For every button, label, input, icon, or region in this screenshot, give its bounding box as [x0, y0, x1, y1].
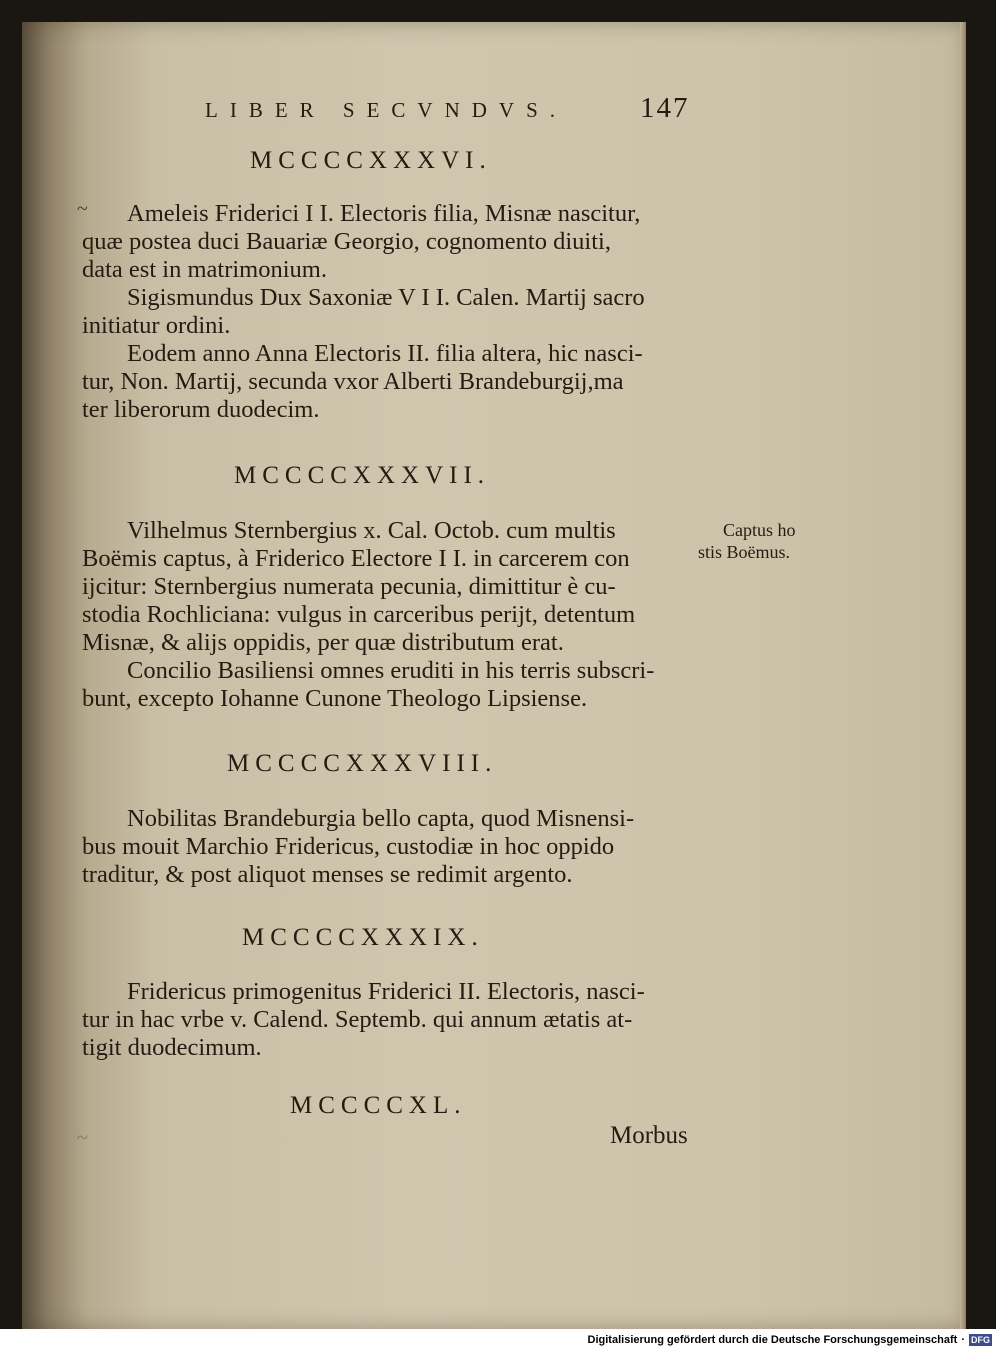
text-line: ter liberorum duodecim. — [82, 396, 320, 423]
text-line: Vilhelmus Sternbergius x. Cal. Octob. cum multis — [127, 517, 616, 544]
text-line: tur in hac vrbe v. Calend. Septemb. qui annum ætatis at- — [82, 1006, 633, 1033]
year-heading: MCCCCXXXVII. — [234, 462, 491, 489]
text-line: traditur, & post aliquot menses se redimit argento. — [82, 861, 573, 888]
ink-blemish: ~ — [77, 1127, 88, 1149]
catchword: Morbus — [610, 1122, 688, 1149]
footer-credit-text: Digitalisierung gefördert durch die Deutsche Forschungsgemeinschaft — [587, 1334, 958, 1346]
text-line: bus mouit Marchio Fridericus, custodiæ in hoc oppido — [82, 833, 615, 860]
text-line: Misnæ, & alijs oppidis, per quæ distributum erat. — [82, 629, 564, 656]
text-line: Concilio Basiliensi omnes eruditi in his terris subscri- — [127, 657, 655, 684]
text-line: Boëmis captus, à Friderico Electore I I. in carcerem con — [82, 545, 630, 572]
text-line: data est in matrimonium. — [82, 256, 327, 283]
text-line: tur, Non. Martij, secunda vxor Alberti Brandeburgij,ma — [82, 368, 624, 395]
page-number: 147 — [640, 92, 690, 124]
text-line: Ameleis Friderici I I. Electoris filia, Misnæ nascitur, — [127, 200, 641, 227]
text-line: stodia Rochliciana: vulgus in carceribus perijt, detentum — [82, 601, 636, 628]
ink-blemish: ~ — [77, 198, 88, 220]
footer-separator: · — [961, 1334, 965, 1346]
year-heading: MCCCCXXXVIII. — [227, 750, 498, 777]
margin-note: Captus ho — [723, 520, 796, 540]
text-line: Eodem anno Anna Electoris II. filia altera, hic nasci- — [127, 340, 643, 367]
book-page — [22, 22, 966, 1329]
text-line: tigit duodecimum. — [82, 1034, 262, 1061]
footer-credit — [588, 1333, 992, 1347]
dfg-logo-icon: DFG — [971, 1335, 990, 1345]
page-edge — [960, 22, 966, 1329]
text-line: Nobilitas Brandeburgia bello capta, quod Misnensi- — [127, 805, 635, 832]
year-heading: MCCCCXXXIX. — [242, 924, 484, 951]
text-line: ijcitur: Sternbergius numerata pecunia, dimittitur è cu- — [82, 573, 616, 600]
year-heading: MCCCCXL. — [290, 1092, 467, 1119]
text-line: quæ postea duci Bauariæ Georgio, cognomento diuiti, — [82, 228, 611, 255]
running-title: LIBER SECVNDVS. — [205, 98, 568, 122]
text-line: Fridericus primogenitus Friderici II. Electoris, nasci- — [127, 978, 645, 1005]
text-line: Sigismundus Dux Saxoniæ V I I. Calen. Martij sacro — [127, 284, 645, 311]
year-heading: MCCCCXXXVI. — [250, 147, 492, 174]
text-line: initiatur ordini. — [82, 312, 231, 339]
margin-note: stis Boëmus. — [698, 542, 791, 562]
text-line: bunt, excepto Iohanne Cunone Theologo Lipsiense. — [82, 685, 588, 712]
